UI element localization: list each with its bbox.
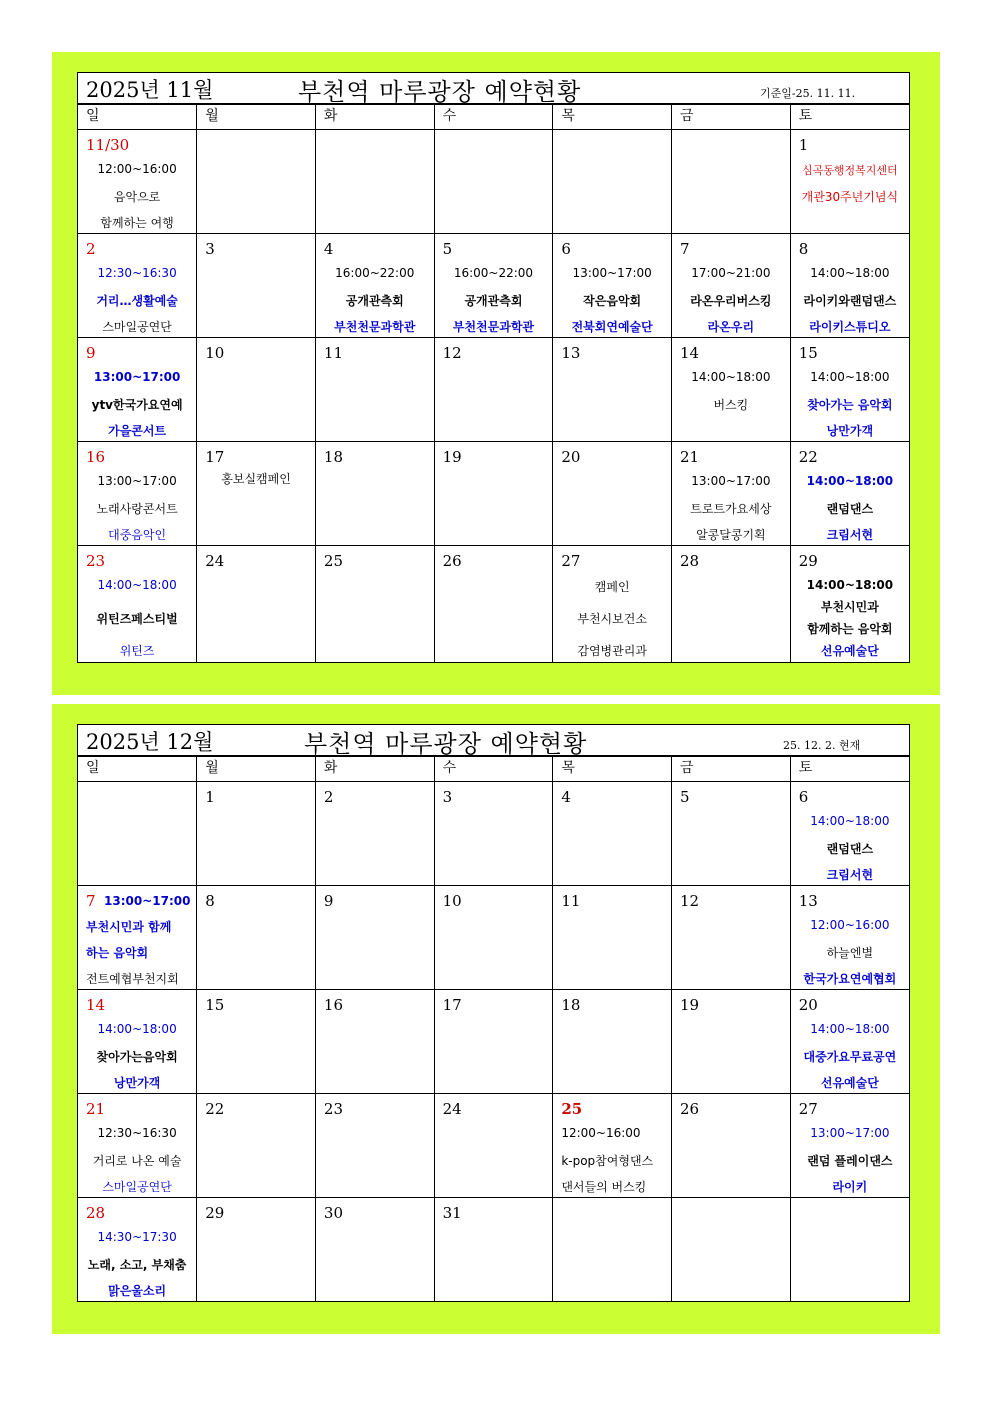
event-title: 캠페인 xyxy=(594,580,630,594)
day-number: 16 xyxy=(323,996,343,1014)
day-number: 6 xyxy=(798,788,809,806)
event-organizer: 라이키스튜디오 xyxy=(809,320,891,334)
event-organizer: 라이키 xyxy=(832,1180,868,1194)
event-organizer: 알콩달콩기획 xyxy=(696,528,766,542)
week-row xyxy=(78,130,909,234)
day-cell xyxy=(434,546,553,663)
day-cell xyxy=(78,234,197,338)
event-title: 라온우리버스킹 xyxy=(690,294,772,308)
december-calendar xyxy=(77,724,910,1302)
day-number: 3 xyxy=(442,788,453,806)
day-cell-empty xyxy=(553,1198,672,1302)
event-time: 12:30~16:30 xyxy=(97,266,177,280)
event-organizer: 맑은울소리 xyxy=(108,1284,167,1298)
event-organizer: 스마일공연단 xyxy=(102,1180,172,1194)
day-number: 11 xyxy=(323,344,343,362)
day-cell xyxy=(672,546,791,663)
event-organizer: 위틴즈 xyxy=(119,644,155,658)
event-organizer: 스마일공연단 xyxy=(102,320,172,334)
day-number: 17 xyxy=(205,448,225,466)
event-time: 14:30~17:30 xyxy=(97,1230,177,1244)
event-title: 랜덤 플레이댄스 xyxy=(807,1154,893,1168)
event-title: k-pop참여형댄스 xyxy=(561,1154,654,1168)
day-cell xyxy=(790,442,909,546)
event-organizer: 전북회연예술단 xyxy=(571,320,653,334)
day-cell xyxy=(672,782,791,886)
week-row xyxy=(78,1094,909,1198)
day-cell-empty xyxy=(790,1198,909,1302)
day-number: 3 xyxy=(205,240,215,258)
day-cell xyxy=(78,338,197,442)
event-subtitle: 가을콘서트 xyxy=(108,424,167,438)
event-time: 14:00~18:00 xyxy=(97,578,177,592)
event-time: 14:00~18:00 xyxy=(810,814,890,828)
weekday-fri: 금 xyxy=(672,105,791,130)
event-title: 홍보실캠페인 xyxy=(221,472,291,486)
november-grid xyxy=(78,104,909,662)
day-number: 31 xyxy=(442,1204,462,1222)
day-cell xyxy=(553,886,672,990)
event-organizer: 대중음악인 xyxy=(108,528,167,542)
day-cell xyxy=(553,782,672,886)
event-time: 12:00~16:00 xyxy=(810,918,890,932)
weekday-mon: 월 xyxy=(197,105,316,130)
weekday-fri: 금 xyxy=(672,757,791,782)
day-number: 13 xyxy=(561,344,581,362)
day-number: 29 xyxy=(205,1204,225,1222)
day-cell xyxy=(672,338,791,442)
event-time: 14:00~18:00 xyxy=(810,266,890,280)
week-row xyxy=(78,1198,909,1302)
day-number: 26 xyxy=(680,1100,700,1118)
day-cell-empty xyxy=(197,130,316,234)
event-organizer: 한국가요연예협회 xyxy=(803,972,897,986)
november-title-bar xyxy=(78,73,909,104)
event-organizer: 부천천문과학관 xyxy=(334,320,416,334)
event-organizer: 선유예술단 xyxy=(820,644,879,658)
day-cell xyxy=(553,442,672,546)
week-row xyxy=(78,782,909,886)
day-number: 21 xyxy=(680,448,700,466)
day-cell xyxy=(790,130,909,234)
event-time: 14:00~18:00 xyxy=(810,370,890,384)
event-title-cont: 하는 음악회 xyxy=(86,946,149,960)
day-number: 30 xyxy=(323,1204,343,1222)
event-time: 12:30~16:30 xyxy=(97,1126,177,1140)
day-cell xyxy=(197,886,316,990)
event-time: 17:00~21:00 xyxy=(691,266,771,280)
day-number: 12 xyxy=(680,892,700,910)
day-number: 12 xyxy=(442,344,462,362)
event-title: 트로트가요세상 xyxy=(690,502,772,516)
day-cell xyxy=(315,990,434,1094)
day-cell xyxy=(434,886,553,990)
day-number: 25 xyxy=(323,552,343,570)
event-time: 14:00~18:00 xyxy=(691,370,771,384)
day-cell xyxy=(78,1198,197,1302)
day-number: 8 xyxy=(205,892,215,910)
day-cell xyxy=(315,782,434,886)
day-number: 19 xyxy=(680,996,700,1014)
event-host: 심곡동행정복지센터 xyxy=(802,164,898,177)
december-panel xyxy=(52,704,940,1334)
event-time: 12:00~16:00 xyxy=(97,162,177,176)
day-number: 6 xyxy=(561,240,571,258)
weekday-wed: 수 xyxy=(434,757,553,782)
day-number: 1 xyxy=(205,788,215,806)
event-time: 13:00~17:00 xyxy=(93,370,181,384)
day-number: 29 xyxy=(798,552,818,570)
december-title-bar xyxy=(78,725,909,756)
event-title: 노래, 소고, 부채춤 xyxy=(87,1258,187,1272)
day-number: 5 xyxy=(442,240,453,258)
november-panel xyxy=(52,52,940,695)
day-number: 11/30 xyxy=(86,136,130,154)
day-number: 2 xyxy=(86,240,96,258)
day-number: 27 xyxy=(798,1100,818,1118)
day-cell xyxy=(315,442,434,546)
month-label: 2025년 11월 xyxy=(86,78,214,102)
day-cell xyxy=(434,782,553,886)
event-title-cont: 댄서들의 버스킹 xyxy=(561,1180,647,1194)
event-title: 노래사랑콘서트 xyxy=(96,502,178,516)
week-row xyxy=(78,886,909,990)
day-number: 21 xyxy=(86,1100,106,1118)
day-cell xyxy=(553,338,672,442)
event-time: 14:00~18:00 xyxy=(97,1022,177,1036)
event-title: ytv한국가요연예 xyxy=(91,398,183,412)
day-number: 4 xyxy=(323,240,334,258)
event-organizer: 낭만가객 xyxy=(113,1076,161,1090)
week-row xyxy=(78,338,909,442)
event-time: 12:00~16:00 xyxy=(561,1126,641,1140)
day-cell xyxy=(197,234,316,338)
event-title: 음악으로 xyxy=(113,190,161,204)
day-cell xyxy=(434,338,553,442)
event-organizer: 낭만가객 xyxy=(826,424,874,438)
day-number: 10 xyxy=(442,892,462,910)
event-title: 하늘엔별 xyxy=(826,946,874,960)
day-cell xyxy=(78,546,197,663)
day-cell xyxy=(790,990,909,1094)
day-number: 28 xyxy=(680,552,700,570)
day-number: 23 xyxy=(323,1100,343,1118)
day-cell xyxy=(434,1198,553,1302)
event-department: 감염병관리과 xyxy=(577,644,647,658)
weekday-thu: 목 xyxy=(553,757,672,782)
reference-date: 25. 12. 2. 현재 xyxy=(783,739,861,752)
day-cell xyxy=(197,1094,316,1198)
day-cell xyxy=(672,1094,791,1198)
day-cell xyxy=(197,442,316,546)
event-time: 13:00~17:00 xyxy=(97,474,177,488)
day-cell xyxy=(790,338,909,442)
week-row xyxy=(78,442,909,546)
day-cell xyxy=(315,1198,434,1302)
day-cell xyxy=(78,1094,197,1198)
week-row xyxy=(78,234,909,338)
day-cell xyxy=(434,442,553,546)
day-number: 18 xyxy=(561,996,581,1014)
day-cell xyxy=(197,338,316,442)
day-number: 8 xyxy=(798,240,809,258)
day-number: 10 xyxy=(205,344,225,362)
day-cell xyxy=(790,782,909,886)
day-number: 9 xyxy=(323,892,334,910)
event-title: 거리로 나온 예술 xyxy=(92,1154,182,1168)
weekday-sun: 일 xyxy=(78,757,197,782)
event-organizer: 크림서현 xyxy=(826,528,874,542)
day-cell xyxy=(553,990,672,1094)
page-title: 부천역 마루광장 예약현황 xyxy=(304,730,588,758)
day-cell xyxy=(672,442,791,546)
page-title: 부천역 마루광장 예약현황 xyxy=(298,78,582,106)
event-title-cont: 함께하는 음악회 xyxy=(807,622,893,636)
day-cell-empty xyxy=(78,782,197,886)
reference-date: 기준일-25. 11. 11. xyxy=(760,87,856,100)
day-number: 15 xyxy=(205,996,225,1014)
day-number: 24 xyxy=(442,1100,462,1118)
week-row xyxy=(78,990,909,1094)
day-number: 11 xyxy=(561,892,581,910)
day-cell xyxy=(315,546,434,663)
day-number: 25 xyxy=(561,1100,583,1118)
day-number: 22 xyxy=(798,448,818,466)
event-organizer: 크림서현 xyxy=(826,868,874,882)
day-number: 20 xyxy=(798,996,818,1014)
event-title: 공개관측회 xyxy=(345,294,404,308)
day-number: 9 xyxy=(86,344,96,362)
event-time: 14:00~18:00 xyxy=(810,1022,890,1036)
day-number: 22 xyxy=(205,1100,225,1118)
event-title: 버스킹 xyxy=(713,398,749,412)
day-number: 7 xyxy=(680,240,690,258)
day-cell xyxy=(197,782,316,886)
event-time: 14:00~18:00 xyxy=(806,474,894,488)
day-cell xyxy=(790,234,909,338)
event-title: 랜덤댄스 xyxy=(826,842,874,856)
day-number: 14 xyxy=(86,996,106,1014)
day-number: 27 xyxy=(561,552,581,570)
event-time: 16:00~22:00 xyxy=(335,266,415,280)
day-cell xyxy=(790,1094,909,1198)
week-row xyxy=(78,546,909,663)
day-number: 5 xyxy=(680,788,690,806)
day-number: 13 xyxy=(798,892,818,910)
day-cell xyxy=(315,886,434,990)
day-cell xyxy=(553,234,672,338)
event-title: 위틴즈페스티벌 xyxy=(96,612,178,626)
day-number: 24 xyxy=(205,552,225,570)
event-title-cont: 함께하는 여행 xyxy=(100,216,174,230)
event-time: 13:00~17:00 xyxy=(104,894,191,908)
day-number: 14 xyxy=(680,344,700,362)
day-cell-empty xyxy=(553,130,672,234)
day-cell-empty xyxy=(672,130,791,234)
day-cell xyxy=(315,338,434,442)
day-number: 18 xyxy=(323,448,343,466)
day-number: 17 xyxy=(442,996,462,1014)
day-cell xyxy=(790,886,909,990)
event-organizer: 부천시보건소 xyxy=(577,612,647,626)
event-organizer: 부천천문과학관 xyxy=(452,320,535,334)
day-cell xyxy=(78,886,197,990)
event-title: 작은음악회 xyxy=(583,294,642,308)
event-time: 13:00~17:00 xyxy=(810,1126,890,1140)
day-number: 15 xyxy=(798,344,818,362)
day-number: 16 xyxy=(86,448,106,466)
day-cell xyxy=(78,130,197,234)
event-title: 랜덤댄스 xyxy=(826,502,874,516)
event-title: 라이키와랜덤댄스 xyxy=(803,294,897,308)
day-cell xyxy=(78,442,197,546)
event-title: 공개관측회 xyxy=(464,294,523,308)
day-cell xyxy=(672,886,791,990)
day-cell xyxy=(197,990,316,1094)
event-title: 찾아가는 음악회 xyxy=(807,398,893,412)
weekday-mon: 월 xyxy=(197,757,316,782)
day-number: 26 xyxy=(442,552,462,570)
weekday-header xyxy=(78,757,909,782)
event-organizer: 라온우리 xyxy=(707,320,755,334)
day-cell-empty xyxy=(672,1198,791,1302)
weekday-sun: 일 xyxy=(78,105,197,130)
event-time: 13:00~17:00 xyxy=(572,266,652,280)
weekday-tue: 화 xyxy=(315,105,434,130)
day-number: 28 xyxy=(86,1204,106,1222)
event-time: 13:00~17:00 xyxy=(691,474,771,488)
weekday-header xyxy=(78,105,909,130)
weekday-tue: 화 xyxy=(315,757,434,782)
day-number: 2 xyxy=(323,788,334,806)
day-number: 19 xyxy=(442,448,462,466)
day-cell xyxy=(315,234,434,338)
day-cell xyxy=(672,990,791,1094)
event-title: 찾아가는음악회 xyxy=(96,1050,178,1064)
day-number: 20 xyxy=(561,448,581,466)
weekday-thu: 목 xyxy=(553,105,672,130)
event-organizer: 선유예술단 xyxy=(820,1076,879,1090)
day-cell xyxy=(790,546,909,663)
month-label: 2025년 12월 xyxy=(86,730,214,754)
weekday-wed: 수 xyxy=(434,105,553,130)
day-cell xyxy=(553,546,672,663)
day-cell xyxy=(197,1198,316,1302)
event-title: 부천시민과 함께 xyxy=(86,920,172,934)
day-cell xyxy=(672,234,791,338)
day-cell xyxy=(315,1094,434,1198)
day-cell xyxy=(434,1094,553,1198)
day-cell xyxy=(434,990,553,1094)
day-number: 4 xyxy=(561,788,571,806)
day-number: 7 xyxy=(86,892,96,910)
day-cell xyxy=(197,546,316,663)
event-title: 거리…생활예술 xyxy=(96,294,178,308)
event-title: 개관30주년기념식 xyxy=(801,190,899,204)
weekday-sat: 토 xyxy=(790,757,909,782)
day-cell xyxy=(78,990,197,1094)
november-calendar xyxy=(77,72,910,663)
event-time: 14:00~18:00 xyxy=(806,578,894,592)
event-title: 대중가요무료공연 xyxy=(803,1050,897,1064)
day-cell-empty xyxy=(434,130,553,234)
day-cell xyxy=(434,234,553,338)
event-organizer: 전트예협부천지회 xyxy=(86,972,179,986)
day-number: 23 xyxy=(86,552,106,570)
day-cell-empty xyxy=(315,130,434,234)
day-number: 1 xyxy=(798,136,809,154)
event-time: 16:00~22:00 xyxy=(453,266,534,280)
event-title: 부천시민과 xyxy=(820,600,879,614)
weekday-sat: 토 xyxy=(790,105,909,130)
day-cell xyxy=(553,1094,672,1198)
december-grid xyxy=(78,756,909,1301)
